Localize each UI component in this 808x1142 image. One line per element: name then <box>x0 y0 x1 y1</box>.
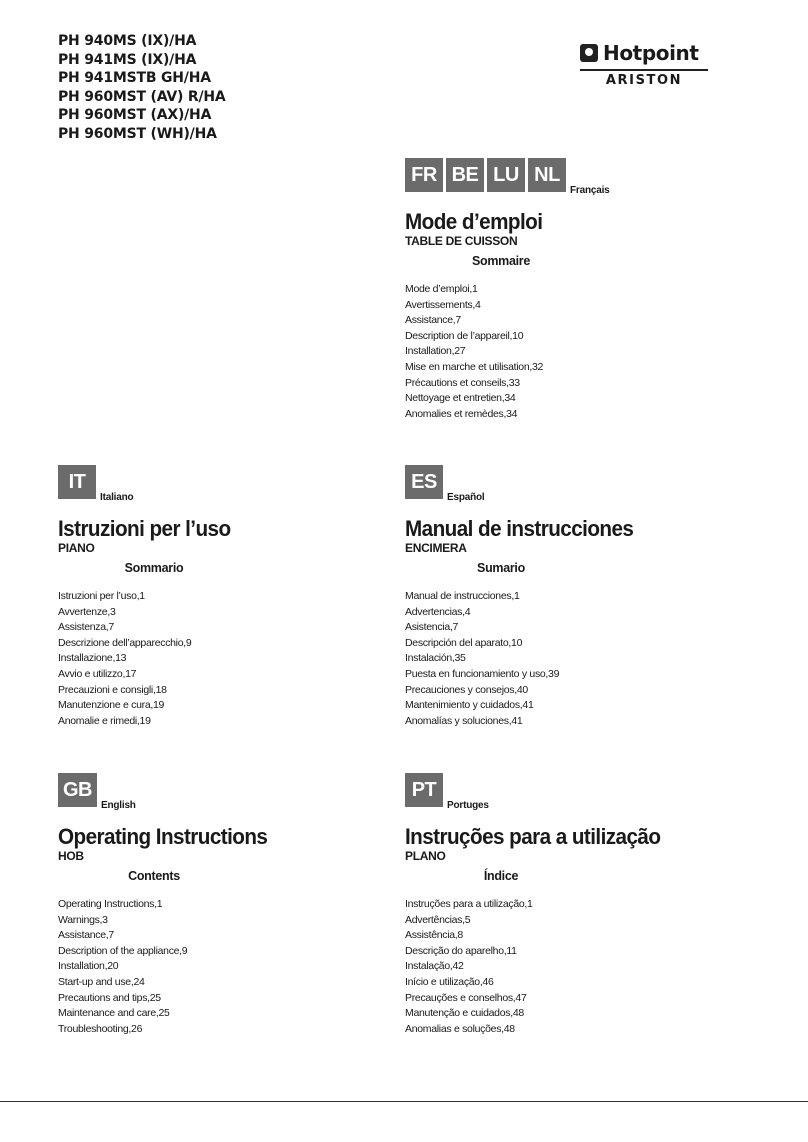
section-title: Instruções para a utilização <box>405 824 661 849</box>
toc-item: Precauções e conselhos,47 <box>405 991 527 1004</box>
badge-nl: NL <box>528 158 566 192</box>
toc-heading: Contents <box>128 869 180 883</box>
toc-item: Puesta en funcionamiento y uso,39 <box>405 667 560 680</box>
toc-item: Precautions and tips,25 <box>58 991 161 1004</box>
toc-item: Nettoyage et entretien,34 <box>405 392 516 405</box>
hotpoint-logo-icon <box>580 44 598 62</box>
toc-item: Descrição do aparelho,11 <box>405 944 517 957</box>
toc-item: Anomalie e rimedi,19 <box>58 714 151 727</box>
toc-heading: Índice <box>483 869 519 883</box>
badge-es: ES <box>405 465 443 499</box>
section-title: Istruzioni per l’uso <box>58 516 231 541</box>
toc-item: Avertissements,4 <box>405 298 481 311</box>
section-gb <box>58 773 378 1037</box>
toc-list <box>58 897 378 1037</box>
toc-item: Anomalías y soluciones,41 <box>405 714 523 727</box>
toc-list <box>405 897 725 1037</box>
toc-item: Descripción del aparato,10 <box>405 636 523 649</box>
toc-heading: Sumario <box>477 561 525 575</box>
toc-item: Mode d’emploi,1 <box>405 283 478 295</box>
toc-item: Advertencias,4 <box>405 605 471 618</box>
badge-fr: FR <box>405 158 443 192</box>
model-name: PH 960MST (AV) R/HA <box>58 88 226 105</box>
toc-item: Istruzioni per l’uso,1 <box>58 590 145 602</box>
logo-sub: ARISTON <box>605 73 683 88</box>
language-badges <box>405 465 725 503</box>
section-subtitle: ENCIMERA <box>405 541 467 555</box>
badge-be: BE <box>446 158 484 192</box>
toc-item: Maintenance and care,25 <box>58 1007 170 1020</box>
toc-heading: Sommaire <box>471 254 531 268</box>
section-title: Manual de instrucciones <box>405 516 634 541</box>
section-title: Mode d’emploi <box>405 209 543 234</box>
language-label: English <box>101 800 136 811</box>
toc-item: Assistenza,7 <box>58 621 114 634</box>
model-name: PH 941MSTB GH/HA <box>58 70 211 87</box>
toc-item: Manutenzione e cura,19 <box>58 699 165 712</box>
toc-list <box>58 589 378 729</box>
toc-list <box>405 282 725 422</box>
toc-item: Assistência,8 <box>405 929 463 942</box>
toc-item: Troubleshooting,26 <box>58 1022 143 1035</box>
logo-divider <box>580 69 708 71</box>
toc-item: Manual de instrucciones,1 <box>405 590 520 602</box>
toc-heading: Sommario <box>124 561 184 575</box>
language-badges <box>58 773 378 811</box>
toc-item: Descrizione dell’apparecchio,9 <box>58 636 192 649</box>
section-es <box>405 465 725 729</box>
model-name: PH 960MST (AX)/HA <box>58 107 212 124</box>
badge-it: IT <box>58 465 96 499</box>
brand-logo <box>580 40 710 88</box>
toc-item: Description of the appliance,9 <box>58 944 188 957</box>
badge-lu: LU <box>487 158 525 192</box>
section-pt <box>405 773 725 1037</box>
toc-item: Mise en marche et utilisation,32 <box>405 360 544 373</box>
toc-item: Assistance,7 <box>58 929 114 942</box>
section-subtitle: HOB <box>58 849 84 863</box>
toc-item: Anomalies et remèdes,34 <box>405 407 518 420</box>
toc-item: Instalação,42 <box>405 960 464 973</box>
toc-item: Asistencia,7 <box>405 621 459 634</box>
section-subtitle: PLANO <box>405 849 446 863</box>
language-label: Portuges <box>447 800 489 811</box>
toc-item: Warnings,3 <box>58 913 108 926</box>
section-subtitle: TABLE DE CUISSON <box>405 234 518 248</box>
model-name: PH 940MS (IX)/HA <box>58 33 197 49</box>
section-fr <box>405 158 725 422</box>
language-badges <box>58 465 378 503</box>
language-badges <box>405 773 725 811</box>
toc-item: Instruções para a utilização,1 <box>405 898 533 910</box>
section-title: Operating Instructions <box>58 824 268 849</box>
toc-item: Start-up and use,24 <box>58 975 145 988</box>
toc-list <box>405 589 725 729</box>
language-label: Español <box>447 492 485 503</box>
toc-item: Installazione,13 <box>58 652 127 665</box>
toc-item: Precauzioni e consigli,18 <box>58 683 167 696</box>
language-badges <box>405 158 725 196</box>
badge-pt: PT <box>405 773 443 807</box>
toc-item: Advertências,5 <box>405 913 471 926</box>
section-it <box>58 465 378 729</box>
toc-item: Anomalias e soluções,48 <box>405 1022 515 1035</box>
footer-divider <box>0 1101 808 1102</box>
toc-item: Precauciones y consejos,40 <box>405 683 528 696</box>
toc-item: Installation,20 <box>58 960 119 973</box>
logo-name: Hotpoint <box>603 41 699 65</box>
badge-gb: GB <box>58 773 97 807</box>
section-subtitle: PIANO <box>58 541 95 555</box>
language-label: Italiano <box>100 492 134 503</box>
toc-item: Instalación,35 <box>405 652 466 665</box>
toc-item: Description de l’appareil,10 <box>405 329 524 342</box>
model-name: PH 960MST (WH)/HA <box>58 125 217 142</box>
toc-item: Précautions et conseils,33 <box>405 376 520 389</box>
toc-item: Mantenimiento y cuidados,41 <box>405 699 534 712</box>
model-list <box>58 32 226 144</box>
toc-item: Manutenção e cuidados,48 <box>405 1007 524 1020</box>
toc-item: Avvertenze,3 <box>58 605 116 618</box>
language-label: Français <box>570 185 610 196</box>
model-name: PH 941MS (IX)/HA <box>58 51 197 68</box>
toc-item: Assistance,7 <box>405 314 461 327</box>
toc-item: Avvio e utilizzo,17 <box>58 667 137 680</box>
toc-item: Installation,27 <box>405 345 466 358</box>
toc-item: Início e utilização,46 <box>405 975 494 988</box>
toc-item: Operating Instructions,1 <box>58 898 163 910</box>
